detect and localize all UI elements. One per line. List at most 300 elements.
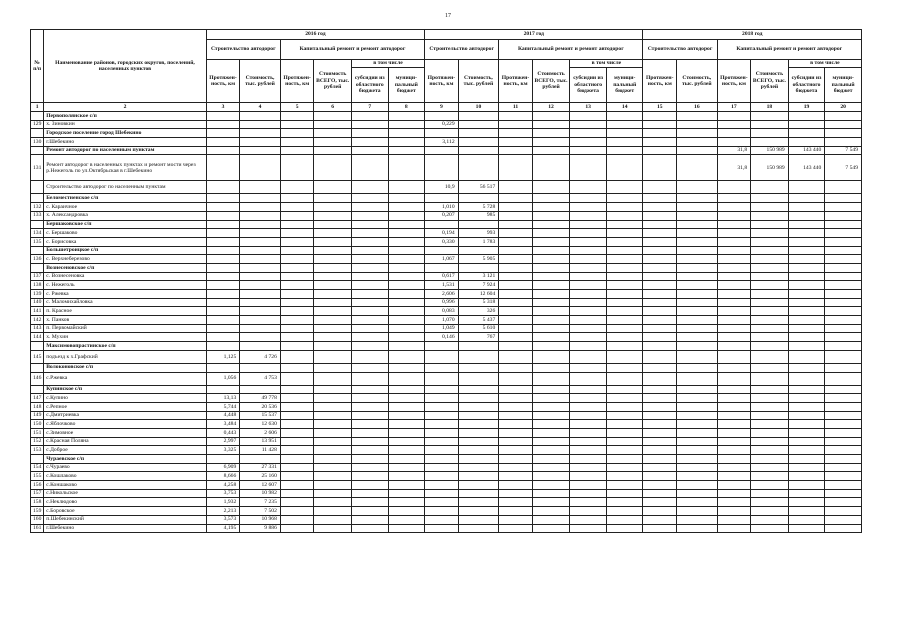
row-value: [570, 129, 607, 138]
row-value: [240, 298, 281, 307]
row-value: 326: [458, 307, 499, 316]
row-value: [825, 463, 862, 472]
row-value: [458, 112, 499, 121]
row-value: [388, 211, 425, 220]
row-value: [751, 446, 789, 455]
row-value: [825, 211, 862, 220]
row-name: с.Коншаково: [44, 481, 207, 490]
column-number: 4: [240, 103, 281, 112]
row-value: [425, 363, 459, 372]
row-value: [825, 220, 862, 229]
row-value: [532, 272, 570, 281]
row-value: [458, 146, 499, 155]
table-row: [31, 203, 862, 212]
row-name: Купинское с/п: [44, 385, 207, 394]
row-name: с.Купино: [44, 394, 207, 403]
row-value: [643, 211, 677, 220]
row-value: [677, 120, 718, 129]
row-value: [643, 350, 677, 363]
row-value: [643, 524, 677, 533]
row-value: [351, 146, 388, 155]
row-value: [499, 298, 533, 307]
row-value: [351, 363, 388, 372]
row-value: [717, 298, 751, 307]
row-value: [717, 237, 751, 246]
row-value: [425, 246, 459, 255]
row-value: [825, 138, 862, 147]
row-value: [280, 372, 314, 385]
row-name: с. Маломихайловка: [44, 298, 207, 307]
row-value: [825, 507, 862, 516]
row-value: [751, 472, 789, 481]
row-number: 141: [31, 307, 44, 316]
row-value: [643, 255, 677, 264]
row-value: [351, 255, 388, 264]
row-name: Волоконовское с/п: [44, 363, 207, 372]
header-cost: Стоимость, тыс. рублей: [458, 60, 499, 103]
row-value: [532, 350, 570, 363]
row-value: 3,484: [206, 420, 240, 429]
row-value: [570, 155, 607, 181]
row-value: [677, 402, 718, 411]
row-value: [677, 246, 718, 255]
row-value: [206, 333, 240, 342]
row-number: 146: [31, 372, 44, 385]
row-value: [532, 472, 570, 481]
row-value: [751, 498, 789, 507]
row-value: [388, 229, 425, 238]
row-value: [499, 524, 533, 533]
row-value: [825, 385, 862, 394]
row-value: [206, 229, 240, 238]
row-value: [425, 350, 459, 363]
row-value: [351, 342, 388, 351]
row-value: [606, 498, 643, 507]
row-value: [751, 463, 789, 472]
row-value: [314, 307, 352, 316]
row-value: [717, 507, 751, 516]
row-value: [570, 146, 607, 155]
row-value: [751, 507, 789, 516]
row-value: [788, 112, 825, 121]
row-value: 1,531: [425, 281, 459, 290]
row-value: [425, 372, 459, 385]
row-name: Бершаковское с/п: [44, 220, 207, 229]
row-value: [425, 446, 459, 455]
row-name: г.Шебекино: [44, 524, 207, 533]
row-value: 6,909: [206, 463, 240, 472]
row-value: [717, 342, 751, 351]
table-row: [31, 402, 862, 411]
row-value: [643, 437, 677, 446]
header-municipal: муници-пальный бюджет: [825, 68, 862, 103]
row-value: [717, 515, 751, 524]
row-value: [351, 333, 388, 342]
row-value: [717, 524, 751, 533]
header-municipal: муници-пальный бюджет: [388, 68, 425, 103]
row-value: [499, 203, 533, 212]
row-value: [280, 194, 314, 203]
row-value: [206, 263, 240, 272]
row-value: [314, 428, 352, 437]
row-value: [314, 255, 352, 264]
row-value: [643, 129, 677, 138]
row-value: [240, 281, 281, 290]
header-length: Протяжен-ность, км: [717, 60, 751, 103]
row-value: [717, 437, 751, 446]
column-numbers-row: [31, 103, 862, 112]
row-value: [677, 385, 718, 394]
row-value: [240, 120, 281, 129]
row-value: [532, 524, 570, 533]
row-value: [532, 281, 570, 290]
row-value: [643, 146, 677, 155]
row-value: [314, 220, 352, 229]
row-value: [351, 489, 388, 498]
row-value: [643, 120, 677, 129]
row-value: [499, 138, 533, 147]
section-row: [31, 385, 862, 394]
table-row: [31, 472, 862, 481]
row-value: [788, 420, 825, 429]
row-value: [458, 489, 499, 498]
row-value: [677, 237, 718, 246]
row-value: 2 606: [240, 428, 281, 437]
row-number: [31, 146, 44, 155]
row-value: [499, 394, 533, 403]
row-value: [606, 472, 643, 481]
row-value: [643, 263, 677, 272]
table-row: [31, 463, 862, 472]
row-value: [606, 203, 643, 212]
row-value: [570, 524, 607, 533]
row-value: [788, 220, 825, 229]
row-value: [388, 372, 425, 385]
section-row: [31, 146, 862, 155]
row-value: [314, 446, 352, 455]
row-value: [677, 229, 718, 238]
table-row: [31, 437, 862, 446]
row-value: [532, 220, 570, 229]
row-value: [532, 120, 570, 129]
table-body: [31, 112, 862, 533]
row-value: [280, 455, 314, 464]
row-value: [280, 290, 314, 299]
row-value: 7 924: [458, 281, 499, 290]
row-value: [532, 394, 570, 403]
row-value: [788, 138, 825, 147]
row-value: [280, 220, 314, 229]
row-value: 27 331: [240, 463, 281, 472]
row-value: [388, 298, 425, 307]
row-value: [717, 272, 751, 281]
row-value: [206, 316, 240, 325]
row-value: [677, 472, 718, 481]
row-value: 1,056: [206, 372, 240, 385]
table-row: [31, 211, 862, 220]
row-value: [606, 507, 643, 516]
row-value: [388, 155, 425, 181]
row-value: [351, 428, 388, 437]
row-name: Чураевское с/п: [44, 455, 207, 464]
row-value: [788, 307, 825, 316]
row-value: [206, 237, 240, 246]
row-value: [458, 411, 499, 420]
row-value: [606, 350, 643, 363]
row-value: [499, 420, 533, 429]
row-value: [677, 411, 718, 420]
row-value: [425, 437, 459, 446]
row-name: Строительство автодорог по населенным пунктам: [44, 181, 207, 194]
header-construction: Строительство автодорог: [643, 40, 717, 60]
row-value: [240, 237, 281, 246]
column-number: 20: [825, 103, 862, 112]
row-value: [606, 263, 643, 272]
row-value: [206, 112, 240, 121]
row-value: [499, 385, 533, 394]
row-value: [643, 411, 677, 420]
table-row: [31, 281, 862, 290]
row-value: 7 502: [240, 507, 281, 516]
header-length: Протяжен-ность, км: [499, 60, 533, 103]
row-value: [499, 342, 533, 351]
row-value: [751, 350, 789, 363]
row-value: [825, 120, 862, 129]
row-number: 144: [31, 333, 44, 342]
row-value: [458, 138, 499, 147]
row-value: [751, 402, 789, 411]
row-value: [788, 455, 825, 464]
row-value: [425, 428, 459, 437]
row-value: [788, 524, 825, 533]
row-number: 154: [31, 463, 44, 472]
row-value: [643, 420, 677, 429]
row-value: [677, 507, 718, 516]
row-value: 3,325: [206, 446, 240, 455]
column-number: 1: [31, 103, 44, 112]
row-value: [425, 385, 459, 394]
row-name: Ремонт автодорог по населенным пунктам: [44, 146, 207, 155]
row-value: [499, 324, 533, 333]
row-value: [570, 463, 607, 472]
row-value: [388, 237, 425, 246]
row-value: 10 982: [240, 489, 281, 498]
row-value: [314, 498, 352, 507]
row-value: [788, 324, 825, 333]
row-value: [677, 298, 718, 307]
row-value: 13,13: [206, 394, 240, 403]
row-value: [643, 481, 677, 490]
row-value: [677, 524, 718, 533]
row-value: [570, 246, 607, 255]
row-value: [643, 463, 677, 472]
row-value: [532, 181, 570, 194]
row-value: [351, 385, 388, 394]
table-row: [31, 515, 862, 524]
row-name: с. Нежеголь: [44, 281, 207, 290]
column-number: 13: [570, 103, 607, 112]
row-value: [280, 333, 314, 342]
section-row: [31, 129, 862, 138]
row-value: 0,146: [425, 333, 459, 342]
row-value: [643, 446, 677, 455]
table-row: [31, 446, 862, 455]
row-value: [570, 281, 607, 290]
row-name: с.Дмитриевка: [44, 411, 207, 420]
row-value: [606, 385, 643, 394]
row-value: [606, 246, 643, 255]
row-value: [499, 181, 533, 194]
header-length: Протяжен-ность, км: [425, 60, 459, 103]
row-number: [31, 342, 44, 351]
row-number: 129: [31, 120, 44, 129]
row-value: [206, 363, 240, 372]
row-value: [532, 507, 570, 516]
column-number: 8: [388, 103, 425, 112]
row-value: [388, 411, 425, 420]
row-value: [643, 237, 677, 246]
row-value: [388, 515, 425, 524]
row-value: [717, 120, 751, 129]
header-cost-total: Стоимость ВСЕГО, тыс. рублей: [532, 60, 570, 103]
row-value: [677, 112, 718, 121]
row-value: [351, 507, 388, 516]
row-value: [788, 298, 825, 307]
row-value: [206, 146, 240, 155]
row-value: [280, 316, 314, 325]
row-value: [825, 455, 862, 464]
row-value: [280, 263, 314, 272]
row-value: [458, 428, 499, 437]
row-value: [677, 290, 718, 299]
row-name: п. Красное: [44, 307, 207, 316]
column-number: 15: [643, 103, 677, 112]
row-name: Городское поселение город Шебекино: [44, 129, 207, 138]
row-value: [351, 411, 388, 420]
row-value: [314, 402, 352, 411]
row-value: [499, 129, 533, 138]
row-value: [788, 129, 825, 138]
row-value: [458, 220, 499, 229]
row-value: [751, 263, 789, 272]
row-value: [280, 472, 314, 481]
row-value: [280, 363, 314, 372]
row-value: [643, 138, 677, 147]
row-value: [499, 437, 533, 446]
row-value: [825, 428, 862, 437]
row-value: [825, 372, 862, 385]
column-number: 16: [677, 103, 718, 112]
row-value: [425, 507, 459, 516]
row-value: [643, 155, 677, 181]
row-value: [751, 211, 789, 220]
row-value: [240, 316, 281, 325]
row-value: [570, 211, 607, 220]
row-value: 3 121: [458, 272, 499, 281]
row-value: [458, 515, 499, 524]
row-value: [351, 203, 388, 212]
row-value: 4 726: [240, 350, 281, 363]
row-value: [677, 129, 718, 138]
row-value: [751, 129, 789, 138]
row-value: [788, 481, 825, 490]
row-value: [240, 255, 281, 264]
row-value: [717, 281, 751, 290]
row-value: [388, 498, 425, 507]
row-value: 2,213: [206, 507, 240, 516]
row-value: 993: [458, 229, 499, 238]
row-value: [643, 342, 677, 351]
row-value: [643, 290, 677, 299]
row-value: [606, 138, 643, 147]
row-value: [643, 394, 677, 403]
table-row: [31, 324, 862, 333]
row-value: [751, 272, 789, 281]
row-number: 137: [31, 272, 44, 281]
row-number: [31, 363, 44, 372]
row-value: [351, 437, 388, 446]
section-row: [31, 455, 862, 464]
row-value: [643, 515, 677, 524]
row-value: [280, 463, 314, 472]
row-value: 13 951: [240, 437, 281, 446]
row-value: [751, 237, 789, 246]
row-value: 31,8: [717, 146, 751, 155]
row-value: [499, 120, 533, 129]
row-value: [314, 181, 352, 194]
row-value: 143 440: [788, 146, 825, 155]
row-value: [280, 211, 314, 220]
row-value: [351, 316, 388, 325]
row-value: [314, 455, 352, 464]
row-value: [825, 472, 862, 481]
row-value: [606, 363, 643, 372]
row-value: [677, 481, 718, 490]
row-value: [314, 146, 352, 155]
row-value: 11 428: [240, 446, 281, 455]
row-value: [532, 290, 570, 299]
row-value: [717, 372, 751, 385]
row-value: [677, 324, 718, 333]
row-value: [532, 428, 570, 437]
header-name: Наименование районов, городских округов, поселений, населенных пунктов: [44, 30, 207, 103]
row-value: [825, 203, 862, 212]
row-value: [280, 437, 314, 446]
row-value: [314, 411, 352, 420]
row-value: 3,112: [425, 138, 459, 147]
row-value: [532, 481, 570, 490]
row-value: [388, 120, 425, 129]
row-value: [677, 281, 718, 290]
row-value: [643, 455, 677, 464]
row-value: [570, 112, 607, 121]
row-value: [788, 246, 825, 255]
row-value: [314, 394, 352, 403]
row-number: 149: [31, 411, 44, 420]
row-value: [606, 333, 643, 342]
row-name: Большетроицкое с/п: [44, 246, 207, 255]
row-value: [643, 281, 677, 290]
row-value: [314, 237, 352, 246]
row-value: [425, 112, 459, 121]
row-value: [825, 194, 862, 203]
header-including: в том числе: [788, 60, 861, 68]
row-value: [458, 342, 499, 351]
row-number: [31, 455, 44, 464]
row-name: Первополянское с/п: [44, 112, 207, 121]
row-value: [240, 181, 281, 194]
row-value: [606, 342, 643, 351]
